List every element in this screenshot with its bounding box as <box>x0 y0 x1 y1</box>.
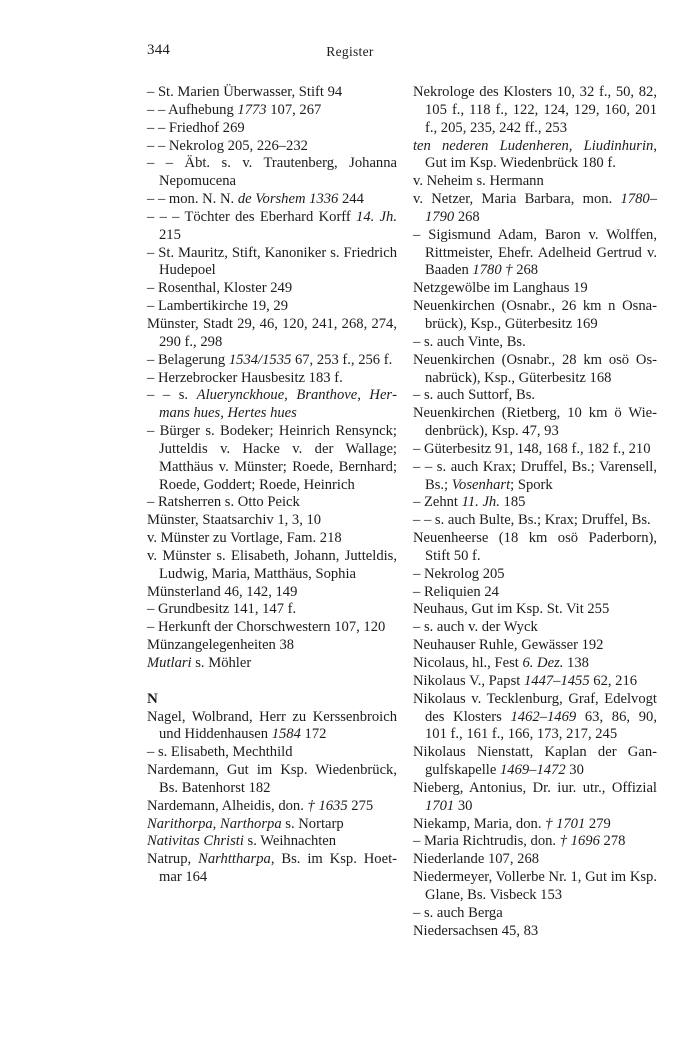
index-entry: Neuenkirchen (Rietberg, 10 km ö Wiedenbrück), Ksp. 47, 93 <box>413 405 657 440</box>
index-entry: – – s. Aluerynckhoue, Branthove, Hermans hues, Hertes hues <box>147 387 397 422</box>
index-entry: – – Aufhebung 1773 107, 267 <box>147 101 322 118</box>
index-entry: – s. auch Suttorf, Bs. <box>413 387 536 404</box>
index-entry: – Rosenthal, Kloster 249 <box>147 280 293 297</box>
index-entry: Neuenkirchen (Osnabr., 28 km osö Osnabrück), Ksp., Güterbesitz 168 <box>413 351 657 386</box>
index-entry: – s. Elisabeth, Mechthild <box>147 744 293 761</box>
index-entry: Nicolaus, hl., Fest 6. Dez. 138 <box>413 655 589 671</box>
index-entry: Nieberg, Antonius, Dr. iur. utr., Offizial 1701 30 <box>413 779 657 814</box>
index-entry: – – Friedhof 269 <box>147 119 245 136</box>
index-entry: Nikolaus Nienstatt, Kaplan der Gangulfskapelle 1469–1472 30 <box>413 744 657 779</box>
index-entry: Nativitas Christi s. Weihnachten <box>147 833 337 850</box>
index-entry: – Bürger s. Bodeker; Heinrich Rensynck; Jutteldis v. Hacke v. der Wallage; Matthäus v. Münster; Roede, Bernhard; Roede, Goddert; Roede, Heinrich <box>147 423 397 493</box>
index-entry: Münster, Stadt 29, 46, 120, 241, 268, 274, 290 f., 298 <box>147 315 397 350</box>
index-entry: – Herkunft der Chorschwestern 107, 120 <box>147 619 386 636</box>
index-entry: Nikolaus v. Tecklenburg, Graf, Edelvogt des Klosters 1462–1469 63, 86, 90, 101 f., 161 f., 166, 173, 217, 245 <box>413 690 657 743</box>
index-entry: Neuenkirchen (Osnabr., 26 km n Osnabrück), Ksp., Güterbesitz 169 <box>413 298 657 332</box>
index-entry: – Lambertikirche 19, 29 <box>147 298 289 315</box>
index-entry: v. Neheim s. Hermann <box>413 173 544 190</box>
index-entry: Niekamp, Maria, don. † 1701 279 <box>413 815 611 832</box>
index-entry: Nardemann, Gut im Ksp. Wiedenbrück, Bs. Batenhorst 182 <box>147 762 397 796</box>
index-entry: Nekrologe des Klosters 10, 32 f., 50, 82, 105 f., 118 f., 122, 124, 129, 160, 201 f., 205, 235, 242 ff., 253 <box>413 84 657 136</box>
index-entry: – Güterbesitz 91, 148, 168 f., 182 f., 210 <box>413 440 651 457</box>
section-letter-heading: N <box>147 690 158 707</box>
index-entry: – – s. auch Bulte, Bs.; Krax; Druffel, Bs. <box>413 512 651 529</box>
index-entry: – Sigismund Adam, Baron v. Wolffen, Rittmeister, Ehefr. Adelheid Gertrud v. Baaden 1780 † 268 <box>413 226 657 279</box>
index-entry: – s. auch Berga <box>413 904 503 921</box>
index-entry: Nikolaus V., Papst 1447–1455 62, 216 <box>413 672 638 689</box>
index-entry: v. Netzer, Maria Barbara, mon. 1780–1790 268 <box>413 191 657 225</box>
index-column-left <box>147 84 397 887</box>
index-column-right <box>413 84 657 941</box>
index-entry: – Nekrolog 205 <box>413 565 505 582</box>
index-entry: – Herzebrocker Hausbesitz 183 f. <box>147 369 343 386</box>
index-entry: Münster, Staatsarchiv 1, 3, 10 <box>147 512 322 529</box>
index-entry: Neuhauser Ruhle, Gewässer 192 <box>413 637 604 654</box>
index-entry: Münzangelegenheiten 38 <box>147 637 295 654</box>
index-entry: – St. Marien Überwasser, Stift 94 <box>147 84 343 100</box>
index-entry: Mutlari s. Möhler <box>147 655 252 671</box>
page-number: 344 <box>147 42 171 58</box>
index-entry: v. Münster zu Vortlage, Fam. 218 <box>147 530 342 547</box>
index-entry: Nardemann, Alheidis, don. † 1635 275 <box>147 797 374 814</box>
index-entry: Neuhaus, Gut im Ksp. St. Vit 255 <box>413 601 610 618</box>
index-entry: – – mon. N. N. de Vorshem 1336 244 <box>147 191 364 208</box>
index-entry: Netzgewölbe im Langhaus 19 <box>413 280 588 297</box>
index-entry: – Reliquien 24 <box>413 583 499 600</box>
index-entry: Niedermeyer, Vollerbe Nr. 1, Gut im Ksp. Glane, Bs. Visbeck 153 <box>413 869 657 903</box>
index-entry: – s. auch Vinte, Bs. <box>413 333 526 350</box>
index-entry: – Belagerung 1534/1535 67, 253 f., 256 f. <box>147 351 393 368</box>
index-entry: Neuenheerse (18 km osö Paderborn), Stift 50 f. <box>413 530 657 564</box>
index-entry: Natrup, Narhttharpa, Bs. im Ksp. Hoetmar 164 <box>147 851 397 886</box>
running-head: Register <box>326 44 374 59</box>
index-entry: – – Nekrolog 205, 226–232 <box>147 137 308 154</box>
index-entry: – – s. auch Krax; Druffel, Bs.; Varensell, Bs.; Vosenhart; Spork <box>413 458 657 493</box>
index-entry: Narithorpa, Narthorpa s. Nortarp <box>147 815 344 832</box>
index-entry: Niederlande 107, 268 <box>413 851 540 868</box>
index-entry: – St. Mauritz, Stift, Kanoniker s. Friedrich Hudepoel <box>147 244 397 279</box>
index-entry: – Grundbesitz 141, 147 f. <box>147 601 297 618</box>
index-entry: Münsterland 46, 142, 149 <box>147 583 298 600</box>
index-entry: Niedersachsen 45, 83 <box>413 922 539 939</box>
index-entry: – s. auch v. der Wyck <box>413 619 538 636</box>
index-entry: v. Münster s. Elisabeth, Johann, Jutteldis, Ludwig, Maria, Matthäus, Sophia <box>147 547 397 582</box>
index-entry: – Zehnt 11. Jh. 185 <box>413 494 526 511</box>
index-entry: – Maria Richtrudis, don. † 1696 278 <box>413 833 626 850</box>
index-entry: Nagel, Wolbrand, Herr zu Kerssenbroich und Hiddenhausen 1584 172 <box>147 708 397 743</box>
index-entry: – – – Töchter des Eberhard Korff 14. Jh. 215 <box>147 208 397 243</box>
index-entry: – – Äbt. s. v. Trautenberg, Johanna Nepomucena <box>147 155 397 190</box>
index-entry: ten nederen Ludenheren, Liudinhurin, Gut im Ksp. Wiedenbrück 180 f. <box>413 137 657 172</box>
index-entry: – Ratsherren s. Otto Peick <box>147 494 300 511</box>
